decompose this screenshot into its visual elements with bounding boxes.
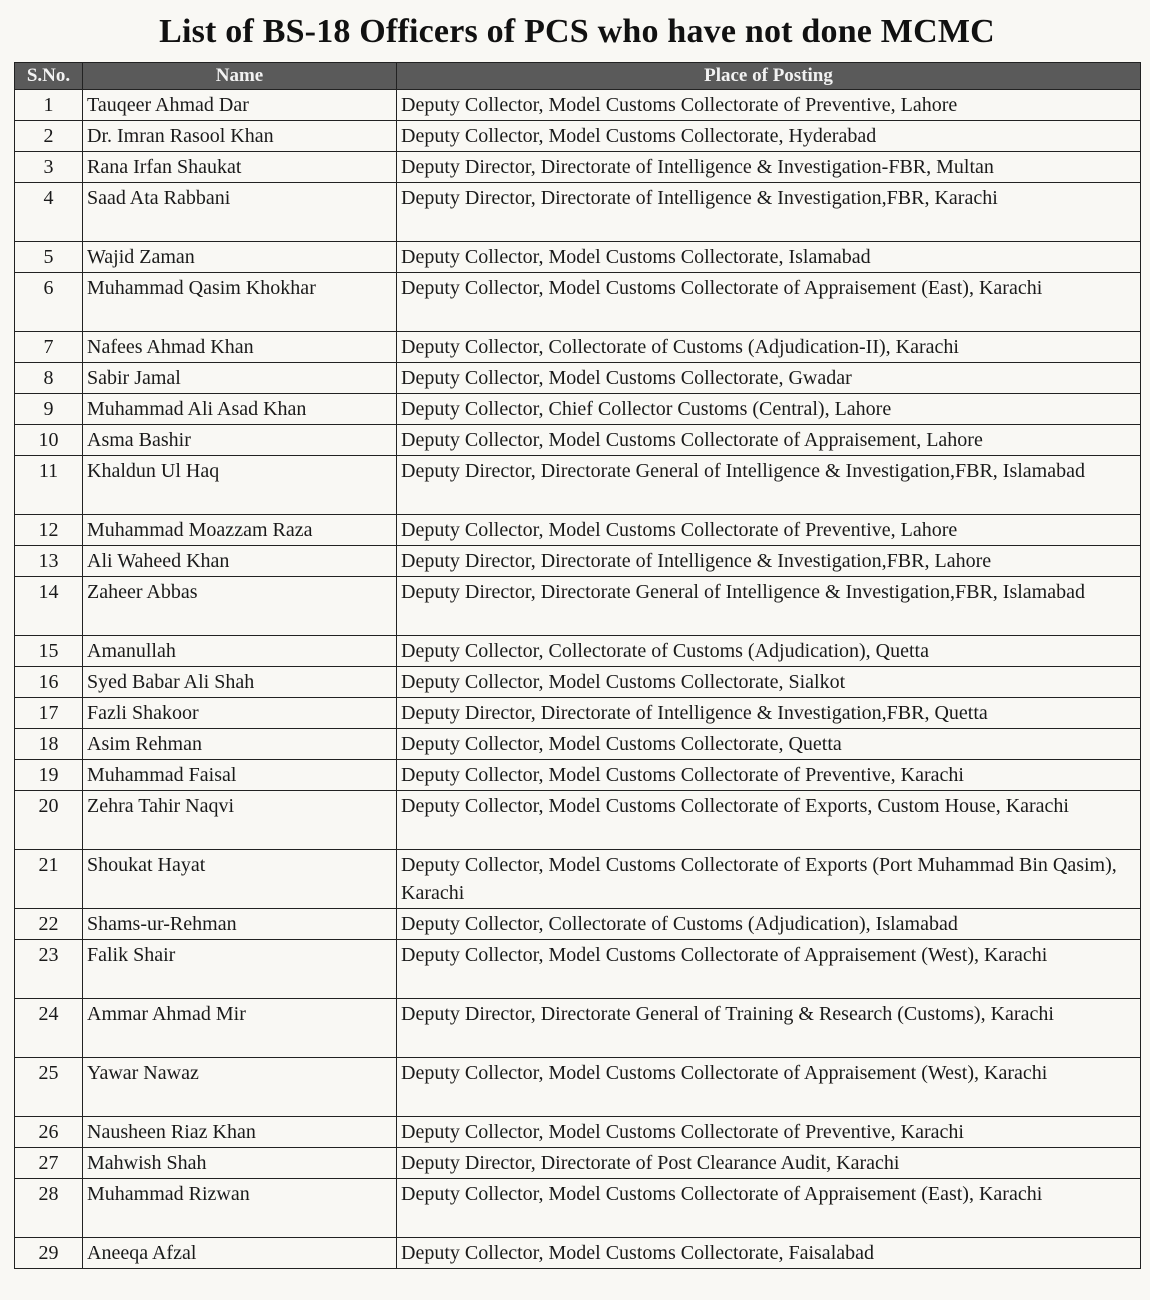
table-row: [15, 729, 1141, 760]
cell-name: Muhammad Ali Asad Khan: [83, 394, 397, 425]
cell-name: Rana Irfan Shaukat: [83, 152, 397, 183]
table-row: [15, 577, 1141, 636]
cell-place: Deputy Collector, Model Customs Collectorate of Appraisement (West), Karachi: [397, 1058, 1141, 1117]
table-body: [15, 90, 1141, 1269]
cell-name: Fazli Shakoor: [83, 698, 397, 729]
cell-sno: 12: [15, 515, 83, 546]
cell-name: Wajid Zaman: [83, 242, 397, 273]
cell-sno: 19: [15, 760, 83, 791]
table-row: [15, 515, 1141, 546]
cell-place: Deputy Collector, Model Customs Collectorate, Hyderabad: [397, 121, 1141, 152]
cell-place: Deputy Director, Directorate General of Intelligence & Investigation,FBR, Islamabad: [397, 577, 1141, 636]
cell-place: Deputy Collector, Model Customs Collectorate, Islamabad: [397, 242, 1141, 273]
table-row: [15, 909, 1141, 940]
cell-name: Dr. Imran Rasool Khan: [83, 121, 397, 152]
cell-name: Tauqeer Ahmad Dar: [83, 90, 397, 121]
table-row: [15, 760, 1141, 791]
table-row: [15, 546, 1141, 577]
cell-name: Asim Rehman: [83, 729, 397, 760]
cell-place: Deputy Collector, Chief Collector Customs (Central), Lahore: [397, 394, 1141, 425]
cell-sno: 8: [15, 363, 83, 394]
cell-place: Deputy Director, Directorate of Post Clearance Audit, Karachi: [397, 1148, 1141, 1179]
cell-sno: 2: [15, 121, 83, 152]
cell-place: Deputy Collector, Model Customs Collectorate, Quetta: [397, 729, 1141, 760]
cell-name: Zaheer Abbas: [83, 577, 397, 636]
cell-place: Deputy Director, Directorate of Intelligence & Investigation,FBR, Lahore: [397, 546, 1141, 577]
table-row: [15, 850, 1141, 909]
cell-name: Aneeqa Afzal: [83, 1238, 397, 1269]
table-row: [15, 121, 1141, 152]
cell-sno: 29: [15, 1238, 83, 1269]
cell-sno: 6: [15, 273, 83, 332]
cell-name: Zehra Tahir Naqvi: [83, 791, 397, 850]
cell-sno: 7: [15, 332, 83, 363]
table-row: [15, 363, 1141, 394]
cell-sno: 9: [15, 394, 83, 425]
cell-sno: 26: [15, 1117, 83, 1148]
cell-sno: 27: [15, 1148, 83, 1179]
cell-name: Nausheen Riaz Khan: [83, 1117, 397, 1148]
cell-place: Deputy Director, Directorate General of Intelligence & Investigation,FBR, Islamabad: [397, 456, 1141, 515]
table-row: [15, 1148, 1141, 1179]
cell-sno: 23: [15, 940, 83, 999]
cell-place: Deputy Collector, Model Customs Collectorate of Appraisement, Lahore: [397, 425, 1141, 456]
column-header-sno: S.No.: [15, 63, 83, 90]
cell-name: Syed Babar Ali Shah: [83, 667, 397, 698]
column-header-place: Place of Posting: [397, 63, 1141, 90]
cell-name: Saad Ata Rabbani: [83, 183, 397, 242]
cell-sno: 10: [15, 425, 83, 456]
cell-place: Deputy Collector, Model Customs Collectorate, Gwadar: [397, 363, 1141, 394]
cell-name: Muhammad Rizwan: [83, 1179, 397, 1238]
table-row: [15, 273, 1141, 332]
cell-name: Ammar Ahmad Mir: [83, 999, 397, 1058]
cell-sno: 24: [15, 999, 83, 1058]
cell-sno: 1: [15, 90, 83, 121]
cell-name: Mahwish Shah: [83, 1148, 397, 1179]
cell-name: Sabir Jamal: [83, 363, 397, 394]
cell-place: Deputy Director, Directorate of Intelligence & Investigation,FBR, Karachi: [397, 183, 1141, 242]
cell-name: Nafees Ahmad Khan: [83, 332, 397, 363]
cell-place: Deputy Collector, Model Customs Collectorate of Preventive, Lahore: [397, 90, 1141, 121]
cell-name: Ali Waheed Khan: [83, 546, 397, 577]
cell-sno: 18: [15, 729, 83, 760]
table-row: [15, 1238, 1141, 1269]
table-header-row: [15, 63, 1141, 90]
cell-place: Deputy Collector, Collectorate of Customs (Adjudication-II), Karachi: [397, 332, 1141, 363]
table-row: [15, 698, 1141, 729]
cell-place: Deputy Collector, Model Customs Collectorate of Appraisement (East), Karachi: [397, 1179, 1141, 1238]
cell-sno: 13: [15, 546, 83, 577]
table-row: [15, 425, 1141, 456]
table-row: [15, 667, 1141, 698]
cell-place: Deputy Collector, Model Customs Collectorate of Exports, Custom House, Karachi: [397, 791, 1141, 850]
table-row: [15, 940, 1141, 999]
table-row: [15, 183, 1141, 242]
officers-table: [14, 62, 1141, 1269]
cell-place: Deputy Collector, Model Customs Collectorate, Faisalabad: [397, 1238, 1141, 1269]
cell-place: Deputy Collector, Collectorate of Customs (Adjudication), Quetta: [397, 636, 1141, 667]
cell-name: Muhammad Qasim Khokhar: [83, 273, 397, 332]
cell-place: Deputy Director, Directorate of Intelligence & Investigation,FBR, Quetta: [397, 698, 1141, 729]
cell-name: Muhammad Moazzam Raza: [83, 515, 397, 546]
table-row: [15, 791, 1141, 850]
cell-place: Deputy Collector, Model Customs Collectorate of Appraisement (East), Karachi: [397, 273, 1141, 332]
cell-sno: 22: [15, 909, 83, 940]
cell-place: Deputy Collector, Model Customs Collectorate of Appraisement (West), Karachi: [397, 940, 1141, 999]
cell-place: Deputy Collector, Model Customs Collectorate of Preventive, Karachi: [397, 1117, 1141, 1148]
page-title: List of BS-18 Officers of PCS who have not done MCMC: [159, 13, 995, 50]
table-row: [15, 332, 1141, 363]
table-row: [15, 152, 1141, 183]
cell-place: Deputy Collector, Model Customs Collectorate of Preventive, Karachi: [397, 760, 1141, 791]
cell-sno: 4: [15, 183, 83, 242]
table-row: [15, 90, 1141, 121]
table-row: [15, 242, 1141, 273]
cell-name: Falik Shair: [83, 940, 397, 999]
cell-sno: 3: [15, 152, 83, 183]
cell-name: Yawar Nawaz: [83, 1058, 397, 1117]
table-row: [15, 999, 1141, 1058]
table-row: [15, 394, 1141, 425]
table-row: [15, 1058, 1141, 1117]
cell-sno: 20: [15, 791, 83, 850]
cell-sno: 5: [15, 242, 83, 273]
cell-sno: 16: [15, 667, 83, 698]
cell-place: Deputy Director, Directorate General of Training & Research (Customs), Karachi: [397, 999, 1141, 1058]
column-header-name: Name: [83, 63, 397, 90]
cell-place: Deputy Collector, Model Customs Collectorate of Preventive, Lahore: [397, 515, 1141, 546]
table-row: [15, 1117, 1141, 1148]
cell-name: Asma Bashir: [83, 425, 397, 456]
cell-place: Deputy Collector, Model Customs Collectorate, Sialkot: [397, 667, 1141, 698]
table-row: [15, 1179, 1141, 1238]
table-row: [15, 456, 1141, 515]
cell-place: Deputy Director, Directorate of Intelligence & Investigation-FBR, Multan: [397, 152, 1141, 183]
cell-sno: 17: [15, 698, 83, 729]
table-row: [15, 636, 1141, 667]
cell-name: Muhammad Faisal: [83, 760, 397, 791]
cell-sno: 11: [15, 456, 83, 515]
cell-sno: 28: [15, 1179, 83, 1238]
cell-sno: 25: [15, 1058, 83, 1117]
cell-place: Deputy Collector, Collectorate of Customs (Adjudication), Islamabad: [397, 909, 1141, 940]
cell-sno: 15: [15, 636, 83, 667]
cell-name: Shams-ur-Rehman: [83, 909, 397, 940]
cell-name: Khaldun Ul Haq: [83, 456, 397, 515]
document-sheet: [14, 8, 1140, 1269]
cell-name: Amanullah: [83, 636, 397, 667]
cell-place: Deputy Collector, Model Customs Collectorate of Exports (Port Muhammad Bin Qasim), Karachi: [397, 850, 1141, 909]
cell-name: Shoukat Hayat: [83, 850, 397, 909]
cell-sno: 21: [15, 850, 83, 909]
cell-sno: 14: [15, 577, 83, 636]
